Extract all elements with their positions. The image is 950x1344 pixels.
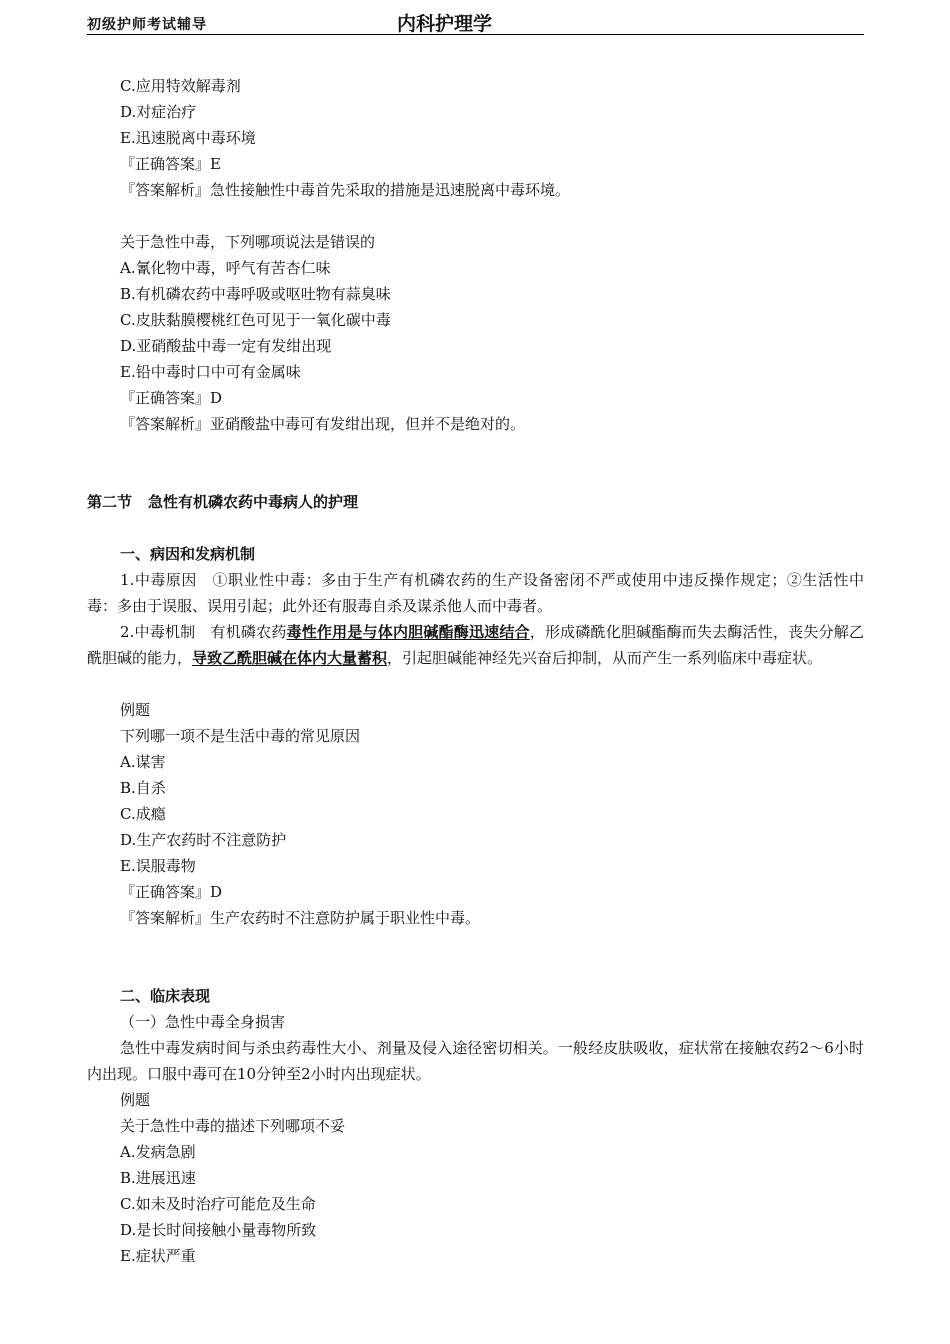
option-d: D.生产农药时不注意防护 — [120, 831, 287, 849]
question-stem: 关于急性中毒，下列哪项说法是错误的 — [120, 233, 376, 251]
example-label: 例题 — [120, 701, 151, 719]
subsection-heading: 一、病因和发病机制 — [120, 545, 256, 563]
header-course-name: 初级护师考试辅导 — [87, 17, 207, 33]
onset-paragraph: 急性中毒发病时间与杀虫药毒性大小、剂量及侵入途径密切相关。一般经皮肤吸收，症状常在接触农药2～6小时内出现。口服中毒可在10分钟至2小时内出现症状。 — [87, 1039, 864, 1083]
mechanism-text: ，引起胆碱能神经先兴奋后抑制，从而产生一系列临床中毒症状。 — [387, 649, 823, 667]
option-d: D.是长时间接触小量毒物所致 — [120, 1221, 317, 1239]
option-c: C.应用特效解毒剂 — [120, 77, 241, 95]
example-label: 例题 — [120, 1091, 151, 1109]
answer-analysis: 『答案解析』生产农药时不注意防护属于职业性中毒。 — [120, 909, 481, 927]
option-e: E.误服毒物 — [120, 857, 196, 875]
mechanism-paragraph — [87, 619, 864, 671]
section-heading — [87, 489, 358, 515]
correct-answer: 『正确答案』D — [120, 883, 223, 901]
section-number: 第二节 — [87, 493, 133, 511]
option-d: D.亚硝酸盐中毒一定有发绀出现 — [120, 337, 332, 355]
option-d: D.对症治疗 — [120, 103, 197, 121]
correct-answer: 『正确答案』D — [120, 389, 223, 407]
option-c: C.皮肤黏膜樱桃红色可见于一氧化碳中毒 — [120, 311, 391, 329]
page-header — [87, 8, 864, 35]
header-title: 内科护理学 — [397, 13, 493, 35]
option-b: B.进展迅速 — [120, 1169, 196, 1187]
option-a: A.谋害 — [120, 753, 166, 771]
option-a: A.发病急剧 — [120, 1143, 196, 1161]
cause-paragraph: 1.中毒原因 ①职业性中毒：多由于生产有机磷农药的生产设备密闭不严或使用中违反操作规定；②生活性中毒：多由于误服、误用引起；此外还有服毒自杀及谋杀他人而中毒者。 — [87, 571, 864, 615]
mechanism-emphasis: 导致乙酰胆碱在体内大量蓄积 — [192, 649, 388, 667]
option-e: E.铅中毒时口中可有金属味 — [120, 363, 301, 381]
correct-answer: 『正确答案』E — [120, 155, 221, 173]
option-e: E.症状严重 — [120, 1247, 196, 1265]
sub-subsection-heading: （一）急性中毒全身损害 — [120, 1013, 286, 1031]
mechanism-emphasis: 毒性作用是与体内胆碱酯酶迅速结合 — [286, 623, 530, 641]
option-b: B.自杀 — [120, 779, 166, 797]
option-a: A.氰化物中毒，呼气有苦杏仁味 — [120, 259, 331, 277]
answer-analysis: 『答案解析』急性接触性中毒首先采取的措施是迅速脱离中毒环境。 — [120, 181, 571, 199]
option-c: C.成瘾 — [120, 805, 166, 823]
question-stem: 下列哪一项不是生活中毒的常见原因 — [120, 727, 361, 745]
option-b: B.有机磷农药中毒呼吸或呕吐物有蒜臭味 — [120, 285, 391, 303]
question-stem: 关于急性中毒的描述下列哪项不妥 — [120, 1117, 346, 1135]
answer-analysis: 『答案解析』亚硝酸盐中毒可有发绀出现，但并不是绝对的。 — [120, 415, 526, 433]
mechanism-text: ，形成磷酰化胆碱酯酶而失去酶活性，丧失分解乙酰胆碱的能力， — [87, 623, 864, 667]
subsection-heading: 二、临床表现 — [120, 987, 211, 1005]
mechanism-text: 2.中毒机制 有机磷农药 — [120, 623, 287, 641]
option-c: C.如未及时治疗可能危及生命 — [120, 1195, 316, 1213]
option-e: E.迅速脱离中毒环境 — [120, 129, 256, 147]
section-title: 急性有机磷农药中毒病人的护理 — [148, 493, 359, 511]
